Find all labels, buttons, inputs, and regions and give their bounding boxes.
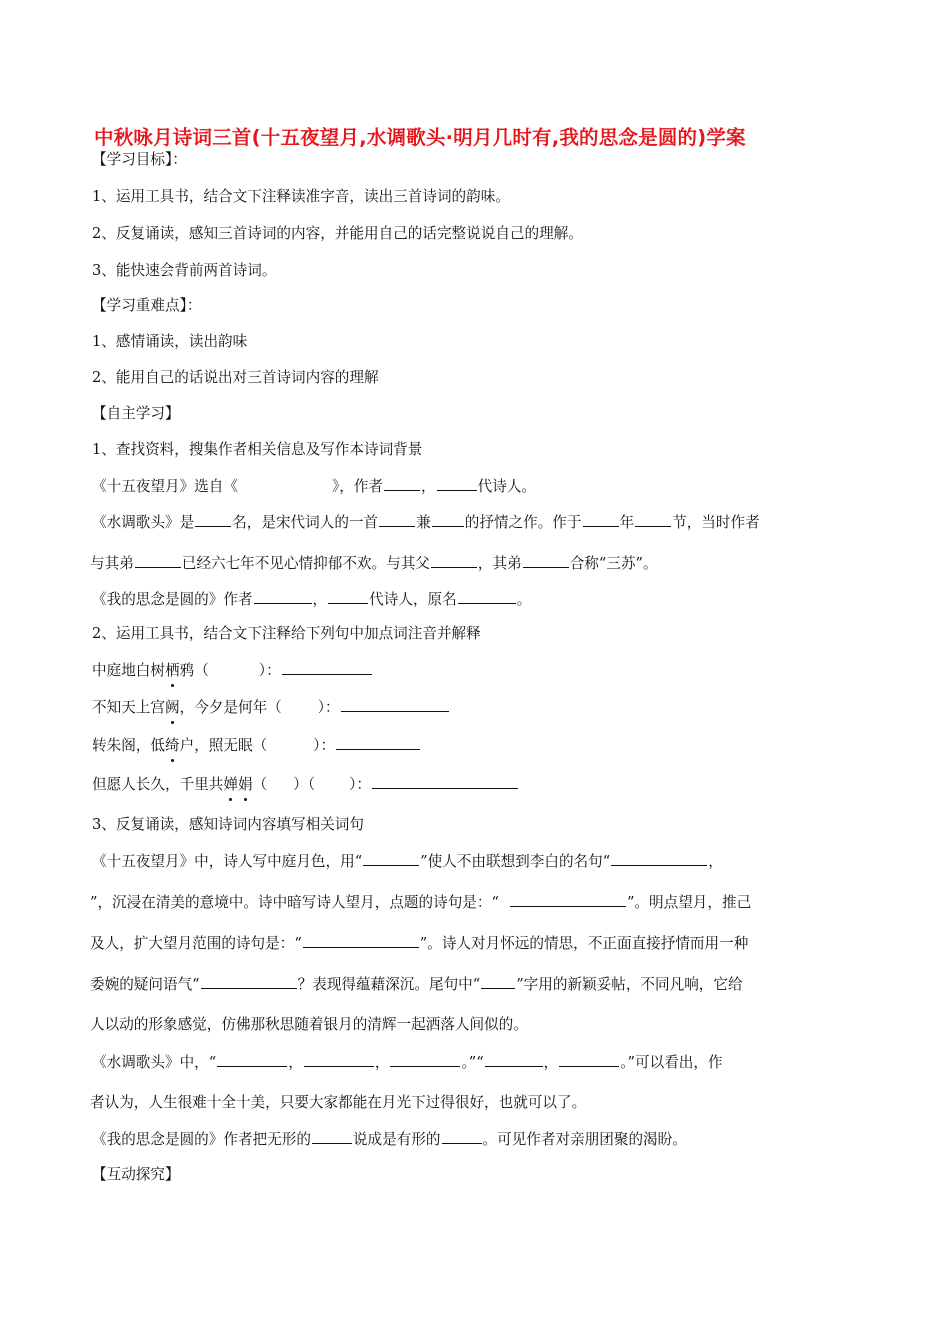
fill-blank[interactable] xyxy=(304,1052,374,1067)
fill-blank[interactable] xyxy=(485,1052,543,1067)
analysis-1-line-1: 《十五夜望月》中，诗人写中庭月色，用“ ”使人不由联想到李白的名句“ ， xyxy=(92,853,723,870)
fill-blank[interactable] xyxy=(431,553,477,568)
fill-blank[interactable] xyxy=(201,974,297,989)
answer-blank[interactable] xyxy=(341,697,449,712)
dotted-character: 婵 xyxy=(223,776,238,793)
analysis-2-line-2: 者认为，人生很难十全十美，只要大家都能在月光下过得很好，也就可以了。 xyxy=(90,1094,587,1111)
fill-blank[interactable] xyxy=(363,851,419,866)
answer-blank[interactable] xyxy=(336,735,420,750)
fill-blank[interactable] xyxy=(195,512,231,527)
dotted-character: 绮 xyxy=(164,737,180,754)
fill-blank[interactable] xyxy=(510,892,626,907)
fill-blank[interactable] xyxy=(611,851,707,866)
fill-blank[interactable] xyxy=(458,589,516,604)
fill-blank[interactable] xyxy=(523,553,569,568)
goal-item: 3、能快速会背前两首诗词。 xyxy=(92,262,277,279)
fill-blank[interactable] xyxy=(135,553,181,568)
fill-blank[interactable] xyxy=(303,933,419,948)
explore-heading: 【互动探究】 xyxy=(92,1166,180,1183)
question-2: 2、运用工具书，结合文下注释给下列句中加点词注音并解释 xyxy=(92,625,481,642)
fill-blank[interactable] xyxy=(635,512,671,527)
analysis-3-line: 《我的思念是圆的》作者把无形的 说成是有形的 。可见作者对亲朋团聚的渴盼。 xyxy=(92,1131,687,1148)
answer-blank[interactable] xyxy=(282,660,372,675)
fill-blank[interactable] xyxy=(217,1052,287,1067)
phrase-line-3: 转朱阁，低绮户，照无眠（ ）： xyxy=(92,735,421,756)
dotted-character: 娟 xyxy=(237,776,253,793)
analysis-2-line-1: 《水调歌头》中，“ ， ， 。”“ ， 。”可以看出，作 xyxy=(92,1054,723,1071)
author-blank[interactable] xyxy=(384,476,420,491)
phrase-line-2: 不知天上宫阙，今夕是何年（ ）： xyxy=(92,697,450,718)
fill-blank[interactable] xyxy=(559,1052,619,1067)
phrase-line-1: 中庭地白树栖鸦（ ）： xyxy=(92,660,373,681)
goal-item: 2、反复诵读，感知三首诗词的内容，并能用自己的话完整说说自己的理解。 xyxy=(92,225,583,242)
keypoint-item: 2、能用自己的话说出对三首诗词内容的理解 xyxy=(92,369,379,386)
dotted-character: 栖 xyxy=(164,662,180,679)
keypoints-heading: 【学习重难点】： xyxy=(92,297,202,314)
analysis-1-line-5: 人以动的形象感觉，仿佛那秋思随着银月的清辉一起洒落人间似的。 xyxy=(90,1016,528,1033)
fill-blank[interactable] xyxy=(583,512,619,527)
fill-blank[interactable] xyxy=(390,1052,460,1067)
page-title: 中秋咏月诗词三首(十五夜望月,水调歌头·明月几时有,我的思念是圆的)学案 xyxy=(94,126,746,149)
analysis-1-line-2: ”，沉浸在清美的意境中。诗中暗写诗人望月，点题的诗句是：“ ”。明点望月，推己 xyxy=(90,894,752,911)
shiwu-background-line: 《十五夜望月》选自《 》，作者 ， 代诗人。 xyxy=(92,478,537,495)
fill-blank[interactable] xyxy=(432,512,464,527)
dotted-character: 阙 xyxy=(164,699,180,716)
analysis-1-line-4: 委婉的疑问语气“ ？表现得蕴藉深沉。尾句中“ ”字用的新颖妥帖，不同凡响，它给 xyxy=(90,976,743,993)
question-3: 3、反复诵读，感知诗词内容填写相关词句 xyxy=(92,816,364,833)
fill-blank[interactable] xyxy=(254,589,312,604)
self-study-heading: 【自主学习】 xyxy=(92,405,180,422)
goals-heading: 【学习目标】： xyxy=(92,151,187,168)
fill-blank[interactable] xyxy=(312,1129,352,1144)
answer-blank[interactable] xyxy=(372,774,518,789)
goal-item: 1、运用工具书，结合文下注释读准字音，读出三首诗词的韵味。 xyxy=(92,188,510,205)
question-1: 1、查找资料，搜集作者相关信息及写作本诗词背景 xyxy=(92,441,423,458)
keypoint-item: 1、感情诵读，读出韵味 xyxy=(92,333,248,350)
fill-blank[interactable] xyxy=(442,1129,482,1144)
shuidiao-background-line-2: 与其弟 已经六七年不见心情抑郁不欢。与其父 ，其弟 合称“三苏”。 xyxy=(90,555,658,572)
fill-blank[interactable] xyxy=(328,589,368,604)
dynasty-blank[interactable] xyxy=(437,476,477,491)
fill-blank[interactable] xyxy=(481,974,515,989)
sinian-background-line: 《我的思念是圆的》作者 ， 代诗人，原名 。 xyxy=(92,591,532,608)
phrase-line-4: 但愿人长久，千里共婵娟（ ）（ ）： xyxy=(92,774,519,795)
shuidiao-background-line: 《水调歌头》是 名，是宋代词人的一首 兼 的抒情之作。作于 年 节，当时作者 xyxy=(92,514,760,531)
fill-blank[interactable] xyxy=(379,512,415,527)
analysis-1-line-3: 及人，扩大望月范围的诗句是：“ ”。诗人对月怀远的情思，不正面直接抒情而用一种 xyxy=(90,935,749,952)
